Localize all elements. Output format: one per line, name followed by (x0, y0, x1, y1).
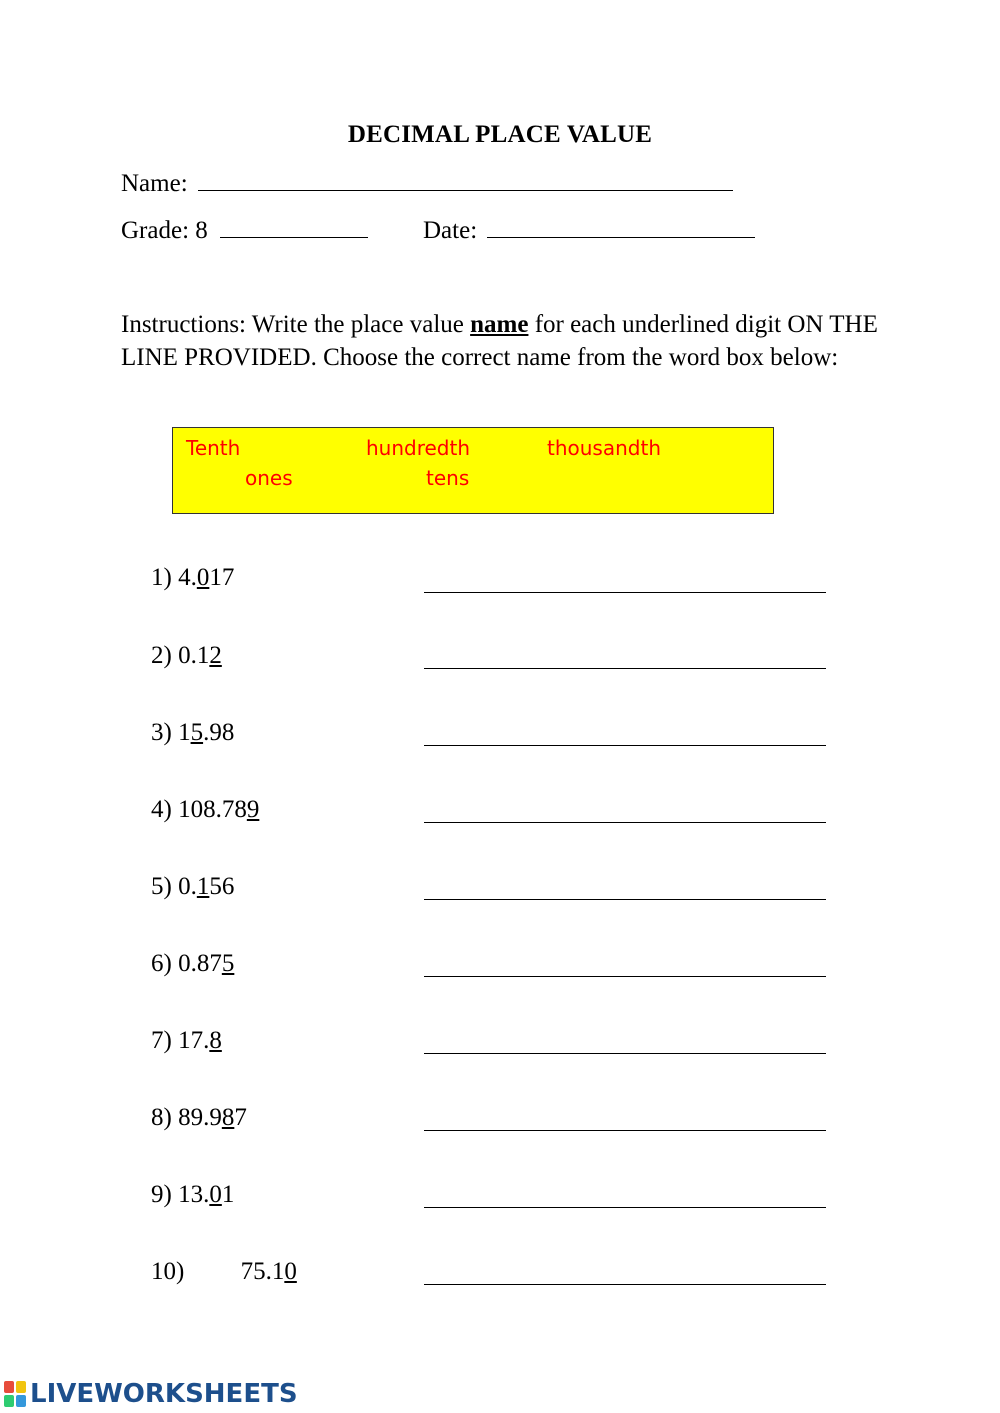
answer-line-7[interactable] (424, 1053, 826, 1054)
instructions-text-2: for each underlined digit ON THE LINE PROVIDED. Choose the correct name from the word box below: (121, 311, 878, 371)
question-tail-text: 17 (209, 564, 235, 591)
liveworksheets-logo[interactable] (4, 1378, 298, 1410)
answer-line-6[interactable] (424, 976, 826, 977)
underlined-digit: 0 (209, 1181, 222, 1208)
question-tail-text: 56 (209, 873, 235, 900)
question-3 (151, 719, 234, 747)
question-number-text: 1) 4. (151, 564, 197, 591)
instructions (121, 308, 901, 374)
question-2 (151, 642, 222, 670)
answer-line-9[interactable] (424, 1207, 826, 1208)
question-number-text: 6) 0.87 (151, 950, 222, 977)
underlined-digit: 8 (221, 1104, 235, 1131)
answer-line-2[interactable] (424, 668, 826, 669)
instructions-emphasis: name (470, 311, 529, 338)
question-number-text: 8) 89.9 (151, 1104, 222, 1131)
question-tail-text: 1 (221, 1181, 235, 1208)
underlined-digit: 8 (209, 1027, 222, 1054)
name-label: Name: (121, 170, 188, 197)
word-hundredth: hundredth (366, 436, 471, 460)
word-thousandth: thousandth (547, 436, 661, 460)
instructions-text-1: Instructions: Write the place value (121, 311, 471, 338)
underlined-digit: 9 (246, 796, 260, 823)
question-number-text: 5) 0. (151, 873, 197, 900)
grade-field (121, 217, 368, 245)
word-tens: tens (426, 466, 470, 490)
date-field (423, 217, 755, 245)
underlined-digit: 0 (196, 564, 210, 591)
question-number-text: 2) 0.1 (151, 642, 210, 669)
logo-text: LIVEWORKSHEETS (30, 1379, 298, 1409)
answer-line-3[interactable] (424, 745, 826, 746)
question-10 (151, 1258, 297, 1286)
grade-input-line[interactable] (220, 217, 368, 238)
name-field (121, 170, 733, 198)
answer-line-4[interactable] (424, 822, 826, 823)
liveworksheets-logo-icon (4, 1381, 26, 1407)
question-1 (151, 564, 234, 592)
answer-line-8[interactable] (424, 1130, 826, 1131)
question-8 (151, 1104, 247, 1132)
question-number-text: 3) 1 (151, 719, 191, 746)
underlined-digit: 5 (221, 950, 235, 977)
underlined-digit: 1 (196, 873, 210, 900)
underlined-digit: 0 (284, 1258, 297, 1285)
question-tail-text: 7 (234, 1104, 247, 1131)
grade-label: Grade: 8 (121, 217, 208, 244)
date-label: Date: (423, 217, 478, 244)
underlined-digit: 2 (209, 642, 222, 669)
answer-line-10[interactable] (424, 1284, 826, 1285)
answer-line-1[interactable] (424, 592, 826, 593)
word-tenth: Tenth (186, 436, 241, 460)
question-tail-text: .98 (203, 719, 235, 746)
question-7 (151, 1027, 222, 1055)
question-number-text: 10) 75.1 (151, 1258, 285, 1285)
underlined-digit: 5 (190, 719, 204, 746)
question-6 (151, 950, 234, 978)
date-input-line[interactable] (487, 217, 755, 238)
question-number-text: 9) 13. (151, 1181, 210, 1208)
answer-line-5[interactable] (424, 899, 826, 900)
name-input-line[interactable] (198, 170, 733, 191)
page-title: DECIMAL PLACE VALUE (347, 121, 653, 148)
word-box (172, 427, 774, 514)
question-number-text: 7) 17. (151, 1027, 210, 1054)
question-9 (151, 1181, 234, 1209)
question-4 (151, 796, 259, 824)
question-5 (151, 873, 234, 901)
word-ones: ones (245, 466, 293, 490)
question-number-text: 4) 108.78 (151, 796, 247, 823)
